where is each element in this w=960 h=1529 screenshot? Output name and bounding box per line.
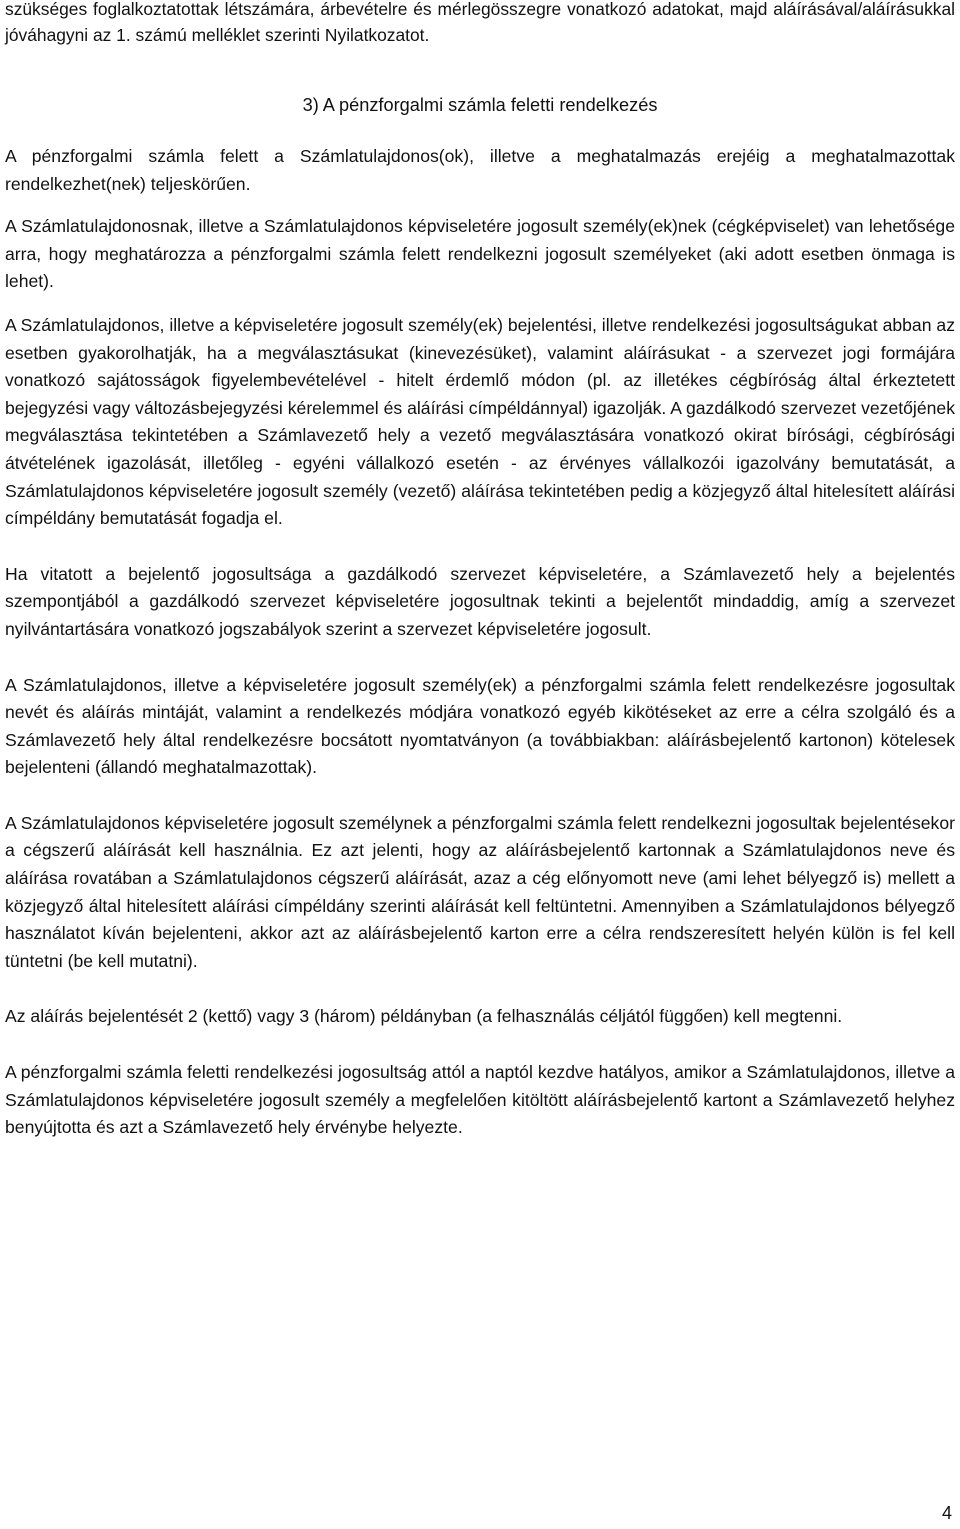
- document-page: [5, 0, 955, 1142]
- page-number: 4: [941, 1503, 952, 1523]
- paragraph-2: A Számlatulajdonosnak, illetve a Számlatulajdonos képviseletére jogosult személy(ek)nek (cégképviselet) van lehetősége arra, hogy meghatározza a pénzforgalmi számla felett rendelkezni jogosult személyeket (aki adott esetben önmaga is lehet).: [5, 216, 955, 292]
- paragraph-6: A Számlatulajdonos képviseletére jogosult személynek a pénzforgalmi számla felett rendelkezni jogosultak bejelentésekor a cégszerű aláírását kell használnia. Ez azt jelenti, hogy az aláírásbejelentő kartonnak a Számlatulajdonos neve és aláírása rovatában a Számlatulajdonos cégszerű aláírását, azaz a cég előnyomott neve (ami lehet bélyegző is) mellett a közjegyző által hitelesített aláírási címpéldány szerinti aláírását kell feltüntetni. Amennyiben a Számlatulajdonos bélyegző használatot kíván bejelenteni, akkor azt az aláírásbejelentő karton erre a célra rendszeresített helyén külön is fel kell tüntetni (be kell mutatni).: [5, 812, 955, 971]
- paragraph-7: Az aláírás bejelentését 2 (kettő) vagy 3 (három) példányban (a felhasználás céljától függően) kell megtenni.: [5, 1006, 843, 1027]
- paragraph-8: A pénzforgalmi számla feletti rendelkezési jogosultság attól a naptól kezdve hatályos, amikor a Számlatulajdonos, illetve a Számlatulajdonos képviseletére jogosult személy a megfelelően kitöltött aláírásbejelentő kartont a Számlavezető helyhez benyújtotta és azt a Számlavezető hely érvénybe helyezte.: [5, 1062, 955, 1138]
- paragraph-3: A Számlatulajdonos, illetve a képviseletére jogosult személy(ek) bejelentési, illetve rendelkezési jogosultságukat abban az esetben gyakorolhatják, ha a megválasztásukat (kinevezésüket), valamint aláírásukat - a szervezet jogi formájára vonatkozó sajátosságok figyelembevételével - hitelt érdemlő módon (pl. az illetékes cégbíróság által érkeztetett bejegyzési vagy változásbejegyzési kérelemmel és aláírási címpéldánnyal) igazolják. A gazdálkodó szervezet vezetőjének megválasztása tekintetében a Számlavezető hely a vezető megválasztására vonatkozó okirat bírósági, cégbírósági átvételének igazolását, illetőleg - egyéni vállalkozó esetén - az érvényes vállalkozói igazolvány bemutatását, a Számlatulajdonos képviseletére jogosult személy (vezető) aláírása tekintetében pedig a közjegyző által hitelesített aláírási címpéldány bemutatását fogadja el.: [5, 314, 955, 529]
- paragraph-1: A pénzforgalmi számla felett a Számlatulajdonos(ok), illetve a meghatalmazás erejéig a meghatalmazottak rendelkezhet(nek) teljeskörűen.: [5, 146, 955, 194]
- paragraph-4: Ha vitatott a bejelentő jogosultsága a gazdálkodó szervezet képviseletére, a Számlavezető hely a bejelentés szempontjából a gazdálkodó szervezet képviseletére jogosultnak tekinti a bejelentőt mindaddig, amíg a szervezet nyilvántartására vonatkozó jogszabályok szerint a szervezet képviseletére jogosult.: [5, 563, 955, 639]
- section-heading: 3) A pénzforgalmi számla feletti rendelkezés: [302, 95, 658, 115]
- paragraph-5: A Számlatulajdonos, illetve a képviseletére jogosult személy(ek) a pénzforgalmi számla felett rendelkezésre jogosultak nevét és aláírás mintáját, valamint a rendelkezés módjára vonatkozó egyéb kikötéseket az erre a célra szolgáló és a Számlavezető hely által rendelkezésre bocsátott nyomtatványon (a továbbiakban: aláírásbejelentő kartonon) kötelesek bejelenteni (állandó meghatalmazottak).: [5, 674, 955, 778]
- intro-paragraph: szükséges foglalkoztatottak létszámára, árbevételre és mérlegösszegre vonatkozó adatokat, majd aláírásával/aláírásukkal jóváhagyni az 1. számú melléklet szerinti Nyilatkozatot.: [5, 0, 955, 45]
